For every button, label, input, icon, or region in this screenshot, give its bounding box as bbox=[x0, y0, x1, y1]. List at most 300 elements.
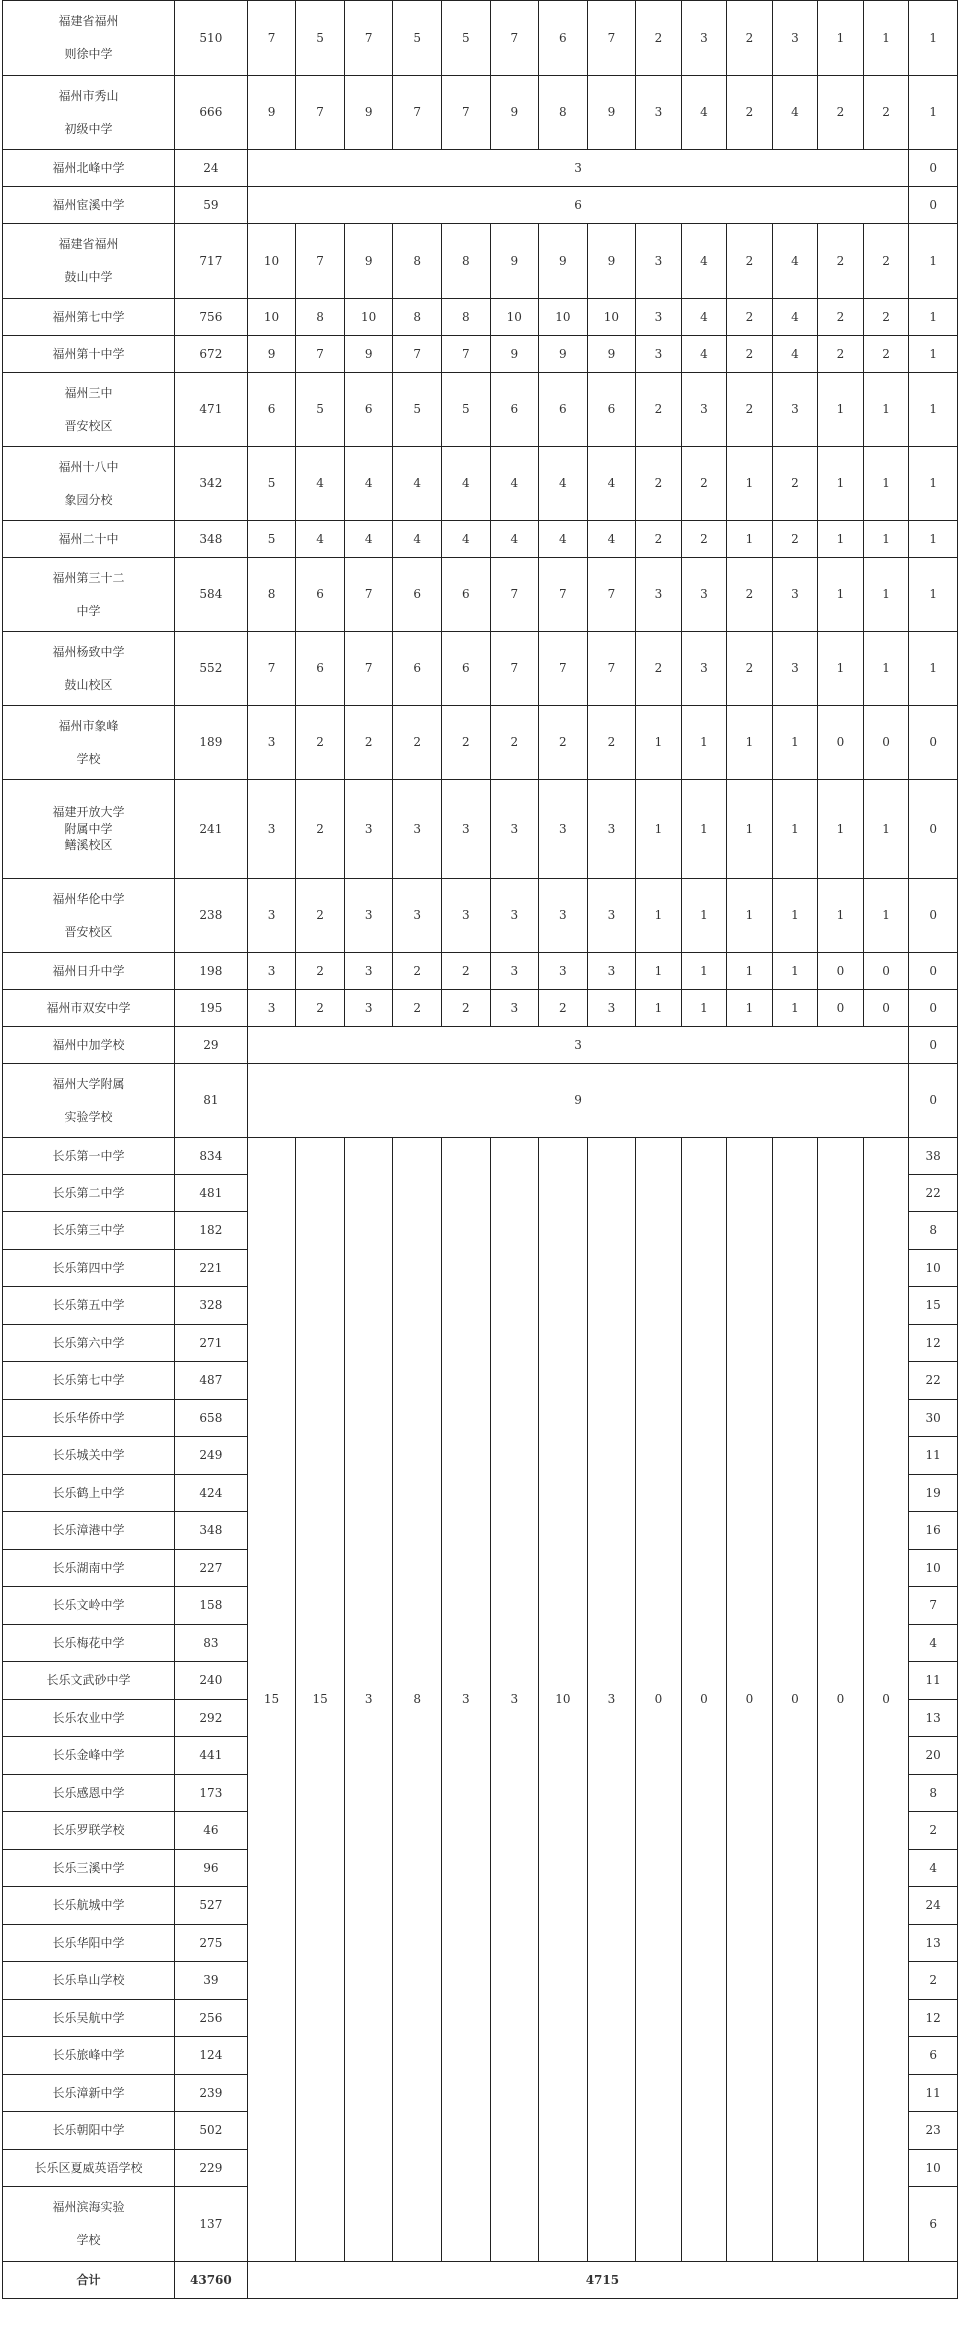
quota-cell: 7 bbox=[441, 336, 490, 373]
school-name-line: 福州杨致中学 bbox=[52, 644, 125, 659]
last-column-cell: 22 bbox=[909, 1175, 958, 1212]
graduate-count: 182 bbox=[174, 1212, 247, 1250]
quota-cell: 6 bbox=[490, 373, 539, 447]
quota-cell: 7 bbox=[344, 632, 393, 706]
table-row bbox=[3, 373, 958, 447]
quota-cell: 1 bbox=[818, 521, 864, 558]
total-graduates: 43760 bbox=[174, 2262, 247, 2299]
quota-cell: 2 bbox=[393, 990, 442, 1027]
quota-cell: 4 bbox=[539, 521, 588, 558]
school-name-line: 福州日升中学 bbox=[52, 963, 125, 978]
quota-cell: 0 bbox=[863, 953, 909, 990]
quota-cell: 7 bbox=[490, 1, 539, 76]
quota-cell: 7 bbox=[539, 632, 588, 706]
table-row bbox=[3, 447, 958, 521]
quota-cell: 3 bbox=[587, 990, 636, 1027]
school-name-line: 长乐农业中学 bbox=[52, 1710, 125, 1725]
quota-cell: 7 bbox=[247, 1, 296, 76]
graduate-count: 241 bbox=[174, 780, 247, 879]
quota-cell: 4 bbox=[490, 447, 539, 521]
graduate-count: 502 bbox=[174, 2112, 247, 2150]
quota-cell: 9 bbox=[490, 336, 539, 373]
quota-cell: 3 bbox=[772, 558, 818, 632]
school-name bbox=[3, 1138, 175, 1175]
quota-cell: 3 bbox=[539, 780, 588, 879]
quota-cell: 2 bbox=[727, 373, 773, 447]
quota-cell: 2 bbox=[441, 706, 490, 780]
school-name bbox=[3, 2112, 175, 2150]
school-name-line: 长乐朝阳中学 bbox=[52, 2123, 125, 2138]
quota-cell: 3 bbox=[636, 336, 682, 373]
quota-cell: 8 bbox=[393, 299, 442, 336]
quota-cell: 10 bbox=[539, 299, 588, 336]
graduate-count: 672 bbox=[174, 336, 247, 373]
quota-cell: 1 bbox=[772, 780, 818, 879]
graduate-count: 39 bbox=[174, 1962, 247, 2000]
school-name-line: 长乐区夏威英语学校 bbox=[34, 2160, 143, 2175]
school-name bbox=[3, 1400, 175, 1437]
school-name-line: 福州中加学校 bbox=[52, 1037, 125, 1052]
quota-cell: 2 bbox=[636, 373, 682, 447]
quota-cell: 9 bbox=[490, 224, 539, 299]
group-quota-cell: 15 bbox=[247, 1138, 296, 2262]
quota-cell: 3 bbox=[344, 780, 393, 879]
quota-cell: 4 bbox=[296, 521, 345, 558]
total-label: 合计 bbox=[3, 2262, 175, 2299]
last-column-cell: 6 bbox=[909, 2037, 958, 2075]
quota-cell: 1 bbox=[727, 521, 773, 558]
quota-cell: 7 bbox=[247, 632, 296, 706]
table-row bbox=[3, 1138, 958, 1175]
graduate-count: 348 bbox=[174, 521, 247, 558]
quota-cell: 3 bbox=[539, 953, 588, 990]
last-column-cell: 4 bbox=[909, 1625, 958, 1662]
last-column-cell: 24 bbox=[909, 1887, 958, 1925]
school-name-line: 福州第七中学 bbox=[52, 309, 125, 324]
school-name-line: 福州市秀山 bbox=[58, 88, 119, 103]
school-name bbox=[3, 780, 175, 879]
quota-cell: 4 bbox=[296, 447, 345, 521]
school-name bbox=[3, 1027, 175, 1064]
quota-cell: 7 bbox=[393, 336, 442, 373]
quota-cell: 4 bbox=[772, 224, 818, 299]
school-name bbox=[3, 2075, 175, 2112]
quota-cell: 3 bbox=[636, 299, 682, 336]
last-column-cell: 11 bbox=[909, 2075, 958, 2112]
school-name bbox=[3, 1175, 175, 1212]
merged-quota-cell: 3 bbox=[247, 1027, 908, 1064]
table-row bbox=[3, 706, 958, 780]
quota-cell: 2 bbox=[727, 1, 773, 76]
quota-cell: 9 bbox=[344, 76, 393, 150]
quota-cell: 2 bbox=[818, 224, 864, 299]
last-column-cell: 0 bbox=[909, 1064, 958, 1138]
school-name bbox=[3, 336, 175, 373]
quota-cell: 2 bbox=[681, 521, 727, 558]
graduate-count: 24 bbox=[174, 150, 247, 187]
last-column-cell: 13 bbox=[909, 1700, 958, 1737]
quota-cell: 9 bbox=[587, 224, 636, 299]
graduate-count: 81 bbox=[174, 1064, 247, 1138]
quota-cell: 1 bbox=[863, 558, 909, 632]
quota-cell: 3 bbox=[247, 990, 296, 1027]
school-name-line: 福州滨海实验 bbox=[52, 2200, 125, 2215]
quota-cell: 3 bbox=[772, 1, 818, 76]
group-quota-cell: 0 bbox=[772, 1138, 818, 2262]
school-name bbox=[3, 1962, 175, 2000]
last-column-cell: 38 bbox=[909, 1138, 958, 1175]
quota-cell: 8 bbox=[247, 558, 296, 632]
school-name-line: 福州第三十二 bbox=[52, 570, 125, 585]
school-name bbox=[3, 1625, 175, 1662]
quota-cell: 2 bbox=[818, 299, 864, 336]
school-name-line: 晋安校区 bbox=[64, 418, 113, 433]
graduate-count: 29 bbox=[174, 1027, 247, 1064]
quota-cell: 4 bbox=[681, 336, 727, 373]
quota-cell: 3 bbox=[636, 558, 682, 632]
quota-cell: 1 bbox=[863, 447, 909, 521]
school-name bbox=[3, 558, 175, 632]
quota-cell: 2 bbox=[636, 632, 682, 706]
school-name bbox=[3, 1362, 175, 1400]
table-row bbox=[3, 953, 958, 990]
quota-cell: 3 bbox=[393, 780, 442, 879]
table-row bbox=[3, 1064, 958, 1138]
school-name-line: 长乐第六中学 bbox=[52, 1335, 125, 1350]
graduate-count: 173 bbox=[174, 1775, 247, 1812]
quota-cell: 3 bbox=[344, 879, 393, 953]
school-name-line: 福建省福州 bbox=[58, 14, 119, 29]
quota-cell: 3 bbox=[587, 953, 636, 990]
quota-cell: 1 bbox=[636, 990, 682, 1027]
last-column-cell: 7 bbox=[909, 1587, 958, 1625]
merged-quota-cell: 6 bbox=[247, 187, 908, 224]
quota-cell: 7 bbox=[587, 1, 636, 76]
group-quota-cell: 10 bbox=[539, 1138, 588, 2262]
graduate-count: 441 bbox=[174, 1737, 247, 1775]
group-quota-cell: 0 bbox=[727, 1138, 773, 2262]
graduate-count: 59 bbox=[174, 187, 247, 224]
quota-cell: 3 bbox=[772, 373, 818, 447]
school-name-line: 长乐罗联学校 bbox=[52, 1823, 125, 1838]
group-quota-cell: 0 bbox=[818, 1138, 864, 2262]
graduate-count: 256 bbox=[174, 2000, 247, 2037]
quota-cell: 3 bbox=[247, 953, 296, 990]
quota-cell: 1 bbox=[727, 780, 773, 879]
quota-cell: 2 bbox=[772, 521, 818, 558]
quota-cell: 1 bbox=[863, 521, 909, 558]
quota-cell: 9 bbox=[587, 76, 636, 150]
quota-cell: 8 bbox=[441, 224, 490, 299]
quota-cell: 6 bbox=[247, 373, 296, 447]
last-column-cell: 1 bbox=[909, 299, 958, 336]
quota-cell: 2 bbox=[393, 953, 442, 990]
graduate-count: 229 bbox=[174, 2150, 247, 2187]
quota-cell: 4 bbox=[772, 336, 818, 373]
school-name bbox=[3, 1925, 175, 1962]
school-name-line: 中学 bbox=[76, 603, 101, 618]
school-name-line: 福州市双安中学 bbox=[46, 1000, 131, 1015]
school-name-line: 长乐第五中学 bbox=[52, 1298, 125, 1313]
table-row bbox=[3, 187, 958, 224]
quota-cell: 8 bbox=[539, 76, 588, 150]
quota-cell: 3 bbox=[247, 780, 296, 879]
quota-cell: 2 bbox=[636, 521, 682, 558]
graduate-count: 424 bbox=[174, 1475, 247, 1512]
quota-cell: 3 bbox=[490, 879, 539, 953]
quota-cell: 4 bbox=[681, 224, 727, 299]
quota-cell: 9 bbox=[539, 336, 588, 373]
quota-cell: 6 bbox=[393, 632, 442, 706]
graduate-count: 238 bbox=[174, 879, 247, 953]
table-row bbox=[3, 76, 958, 150]
quota-cell: 3 bbox=[490, 780, 539, 879]
school-name bbox=[3, 1812, 175, 1850]
quota-cell: 3 bbox=[393, 879, 442, 953]
last-column-cell: 0 bbox=[909, 879, 958, 953]
quota-cell: 6 bbox=[344, 373, 393, 447]
quota-cell: 3 bbox=[441, 879, 490, 953]
last-column-cell: 2 bbox=[909, 1962, 958, 2000]
graduate-count: 756 bbox=[174, 299, 247, 336]
quota-cell: 1 bbox=[636, 706, 682, 780]
graduate-count: 96 bbox=[174, 1850, 247, 1887]
quota-cell: 1 bbox=[863, 632, 909, 706]
quota-cell: 6 bbox=[296, 558, 345, 632]
quota-cell: 0 bbox=[818, 706, 864, 780]
graduate-count: 158 bbox=[174, 1587, 247, 1625]
school-name bbox=[3, 1850, 175, 1887]
graduate-count: 481 bbox=[174, 1175, 247, 1212]
school-name-line: 则徐中学 bbox=[64, 47, 113, 61]
graduate-count: 46 bbox=[174, 1812, 247, 1850]
last-column-cell: 2 bbox=[909, 1812, 958, 1850]
school-name-line: 长乐梅花中学 bbox=[52, 1635, 125, 1650]
school-name bbox=[3, 2037, 175, 2075]
graduate-count: 834 bbox=[174, 1138, 247, 1175]
quota-cell: 1 bbox=[636, 953, 682, 990]
total-row bbox=[3, 2262, 958, 2299]
allocation-table bbox=[2, 0, 958, 2299]
school-name-line: 长乐阜山学校 bbox=[52, 1973, 125, 1988]
quota-cell: 7 bbox=[587, 558, 636, 632]
quota-cell: 8 bbox=[296, 299, 345, 336]
school-name bbox=[3, 447, 175, 521]
quota-cell: 2 bbox=[772, 447, 818, 521]
last-column-cell: 1 bbox=[909, 224, 958, 299]
graduate-count: 527 bbox=[174, 1887, 247, 1925]
quota-cell: 3 bbox=[247, 879, 296, 953]
quota-cell: 3 bbox=[490, 953, 539, 990]
group-quota-cell: 3 bbox=[441, 1138, 490, 2262]
last-column-cell: 4 bbox=[909, 1850, 958, 1887]
quota-cell: 1 bbox=[727, 706, 773, 780]
school-name-line: 长乐文岭中学 bbox=[52, 1598, 125, 1613]
group-quota-cell: 3 bbox=[344, 1138, 393, 2262]
last-column-cell: 1 bbox=[909, 558, 958, 632]
quota-cell: 6 bbox=[587, 373, 636, 447]
last-column-cell: 0 bbox=[909, 706, 958, 780]
quota-cell: 1 bbox=[863, 780, 909, 879]
quota-cell: 2 bbox=[818, 336, 864, 373]
school-name-line: 长乐湖南中学 bbox=[52, 1560, 125, 1575]
quota-cell: 1 bbox=[863, 1, 909, 76]
school-name-line: 长乐第二中学 bbox=[52, 1185, 125, 1200]
merged-quota-cell: 3 bbox=[247, 150, 908, 187]
quota-cell: 10 bbox=[587, 299, 636, 336]
quota-cell: 2 bbox=[441, 953, 490, 990]
graduate-count: 292 bbox=[174, 1700, 247, 1737]
quota-cell: 9 bbox=[247, 336, 296, 373]
quota-cell: 1 bbox=[681, 990, 727, 1027]
school-name bbox=[3, 1212, 175, 1250]
quota-cell: 2 bbox=[863, 299, 909, 336]
quota-cell: 6 bbox=[393, 558, 442, 632]
last-column-cell: 1 bbox=[909, 76, 958, 150]
quota-cell: 4 bbox=[587, 521, 636, 558]
quota-cell: 5 bbox=[441, 373, 490, 447]
last-column-cell: 0 bbox=[909, 1027, 958, 1064]
quota-cell: 3 bbox=[587, 780, 636, 879]
quota-cell: 1 bbox=[727, 953, 773, 990]
quota-cell: 2 bbox=[393, 706, 442, 780]
school-name bbox=[3, 2000, 175, 2037]
school-name bbox=[3, 1250, 175, 1287]
quota-cell: 1 bbox=[818, 558, 864, 632]
quota-cell: 7 bbox=[296, 336, 345, 373]
school-name-line: 初级中学 bbox=[64, 121, 113, 136]
last-column-cell: 1 bbox=[909, 373, 958, 447]
last-column-cell: 11 bbox=[909, 1662, 958, 1700]
quota-cell: 1 bbox=[636, 780, 682, 879]
school-name bbox=[3, 150, 175, 187]
quota-cell: 1 bbox=[727, 990, 773, 1027]
school-name-line: 学校 bbox=[76, 751, 101, 766]
quota-cell: 4 bbox=[441, 447, 490, 521]
quota-cell: 4 bbox=[393, 447, 442, 521]
school-name bbox=[3, 953, 175, 990]
table-row bbox=[3, 150, 958, 187]
graduate-count: 221 bbox=[174, 1250, 247, 1287]
quota-cell: 2 bbox=[727, 632, 773, 706]
quota-cell: 10 bbox=[247, 299, 296, 336]
quota-cell: 3 bbox=[344, 953, 393, 990]
last-column-cell: 0 bbox=[909, 953, 958, 990]
quota-cell: 5 bbox=[296, 1, 345, 76]
last-column-cell: 10 bbox=[909, 1250, 958, 1287]
quota-cell: 6 bbox=[441, 632, 490, 706]
last-column-cell: 0 bbox=[909, 780, 958, 879]
school-name bbox=[3, 632, 175, 706]
quota-cell: 9 bbox=[344, 224, 393, 299]
quota-cell: 2 bbox=[727, 224, 773, 299]
school-name bbox=[3, 879, 175, 953]
last-column-cell: 8 bbox=[909, 1775, 958, 1812]
quota-cell: 2 bbox=[727, 558, 773, 632]
quota-cell: 2 bbox=[296, 706, 345, 780]
table-row bbox=[3, 336, 958, 373]
school-name-line: 象园分校 bbox=[64, 492, 113, 507]
school-name-line: 福州市象峰 bbox=[58, 718, 119, 733]
quota-cell: 3 bbox=[636, 224, 682, 299]
table-row bbox=[3, 1, 958, 76]
group-quota-cell: 0 bbox=[863, 1138, 909, 2262]
school-name-line: 长乐漳港中学 bbox=[52, 1523, 125, 1538]
last-column-cell: 10 bbox=[909, 1550, 958, 1587]
quota-cell: 2 bbox=[863, 224, 909, 299]
school-name bbox=[3, 373, 175, 447]
school-name-line: 长乐吴航中学 bbox=[52, 2010, 125, 2025]
school-name bbox=[3, 1662, 175, 1700]
quota-cell: 6 bbox=[539, 373, 588, 447]
school-name bbox=[3, 1, 175, 76]
school-name-line: 长乐漳新中学 bbox=[52, 2085, 125, 2100]
graduate-count: 666 bbox=[174, 76, 247, 150]
quota-cell: 2 bbox=[863, 336, 909, 373]
quota-cell: 2 bbox=[344, 706, 393, 780]
quota-cell: 3 bbox=[681, 373, 727, 447]
last-column-cell: 1 bbox=[909, 447, 958, 521]
quota-cell: 7 bbox=[539, 558, 588, 632]
graduate-count: 471 bbox=[174, 373, 247, 447]
graduate-count: 249 bbox=[174, 1437, 247, 1475]
school-name-line: 长乐城关中学 bbox=[52, 1448, 125, 1463]
quota-cell: 1 bbox=[818, 879, 864, 953]
quota-cell: 5 bbox=[247, 521, 296, 558]
school-name-line: 长乐第四中学 bbox=[52, 1260, 125, 1275]
quota-cell: 4 bbox=[587, 447, 636, 521]
quota-cell: 1 bbox=[772, 953, 818, 990]
quota-cell: 1 bbox=[636, 879, 682, 953]
quota-cell: 9 bbox=[539, 224, 588, 299]
last-column-cell: 11 bbox=[909, 1437, 958, 1475]
school-name bbox=[3, 706, 175, 780]
group-quota-cell: 0 bbox=[681, 1138, 727, 2262]
quota-cell: 9 bbox=[587, 336, 636, 373]
school-name-line: 福州北峰中学 bbox=[52, 160, 125, 175]
table-row bbox=[3, 780, 958, 879]
last-column-cell: 20 bbox=[909, 1737, 958, 1775]
quota-cell: 1 bbox=[772, 706, 818, 780]
quota-cell: 2 bbox=[296, 953, 345, 990]
last-column-cell: 12 bbox=[909, 2000, 958, 2037]
graduate-count: 198 bbox=[174, 953, 247, 990]
quota-cell: 1 bbox=[818, 1, 864, 76]
school-name bbox=[3, 1775, 175, 1812]
quota-cell: 7 bbox=[344, 558, 393, 632]
quota-cell: 9 bbox=[247, 76, 296, 150]
quota-cell: 7 bbox=[344, 1, 393, 76]
graduate-count: 348 bbox=[174, 1512, 247, 1550]
school-name bbox=[3, 1475, 175, 1512]
quota-cell: 2 bbox=[727, 336, 773, 373]
last-column-cell: 10 bbox=[909, 2150, 958, 2187]
school-name bbox=[3, 299, 175, 336]
quota-cell: 6 bbox=[539, 1, 588, 76]
school-name bbox=[3, 76, 175, 150]
last-column-cell: 1 bbox=[909, 632, 958, 706]
last-column-cell: 15 bbox=[909, 1287, 958, 1325]
school-name-line: 鳝溪校区 bbox=[64, 838, 113, 853]
quota-cell: 7 bbox=[441, 76, 490, 150]
table-row bbox=[3, 632, 958, 706]
school-name bbox=[3, 1550, 175, 1587]
graduate-count: 487 bbox=[174, 1362, 247, 1400]
graduate-count: 124 bbox=[174, 2037, 247, 2075]
graduate-count: 658 bbox=[174, 1400, 247, 1437]
quota-cell: 1 bbox=[681, 706, 727, 780]
school-name-line: 学校 bbox=[76, 2233, 101, 2247]
